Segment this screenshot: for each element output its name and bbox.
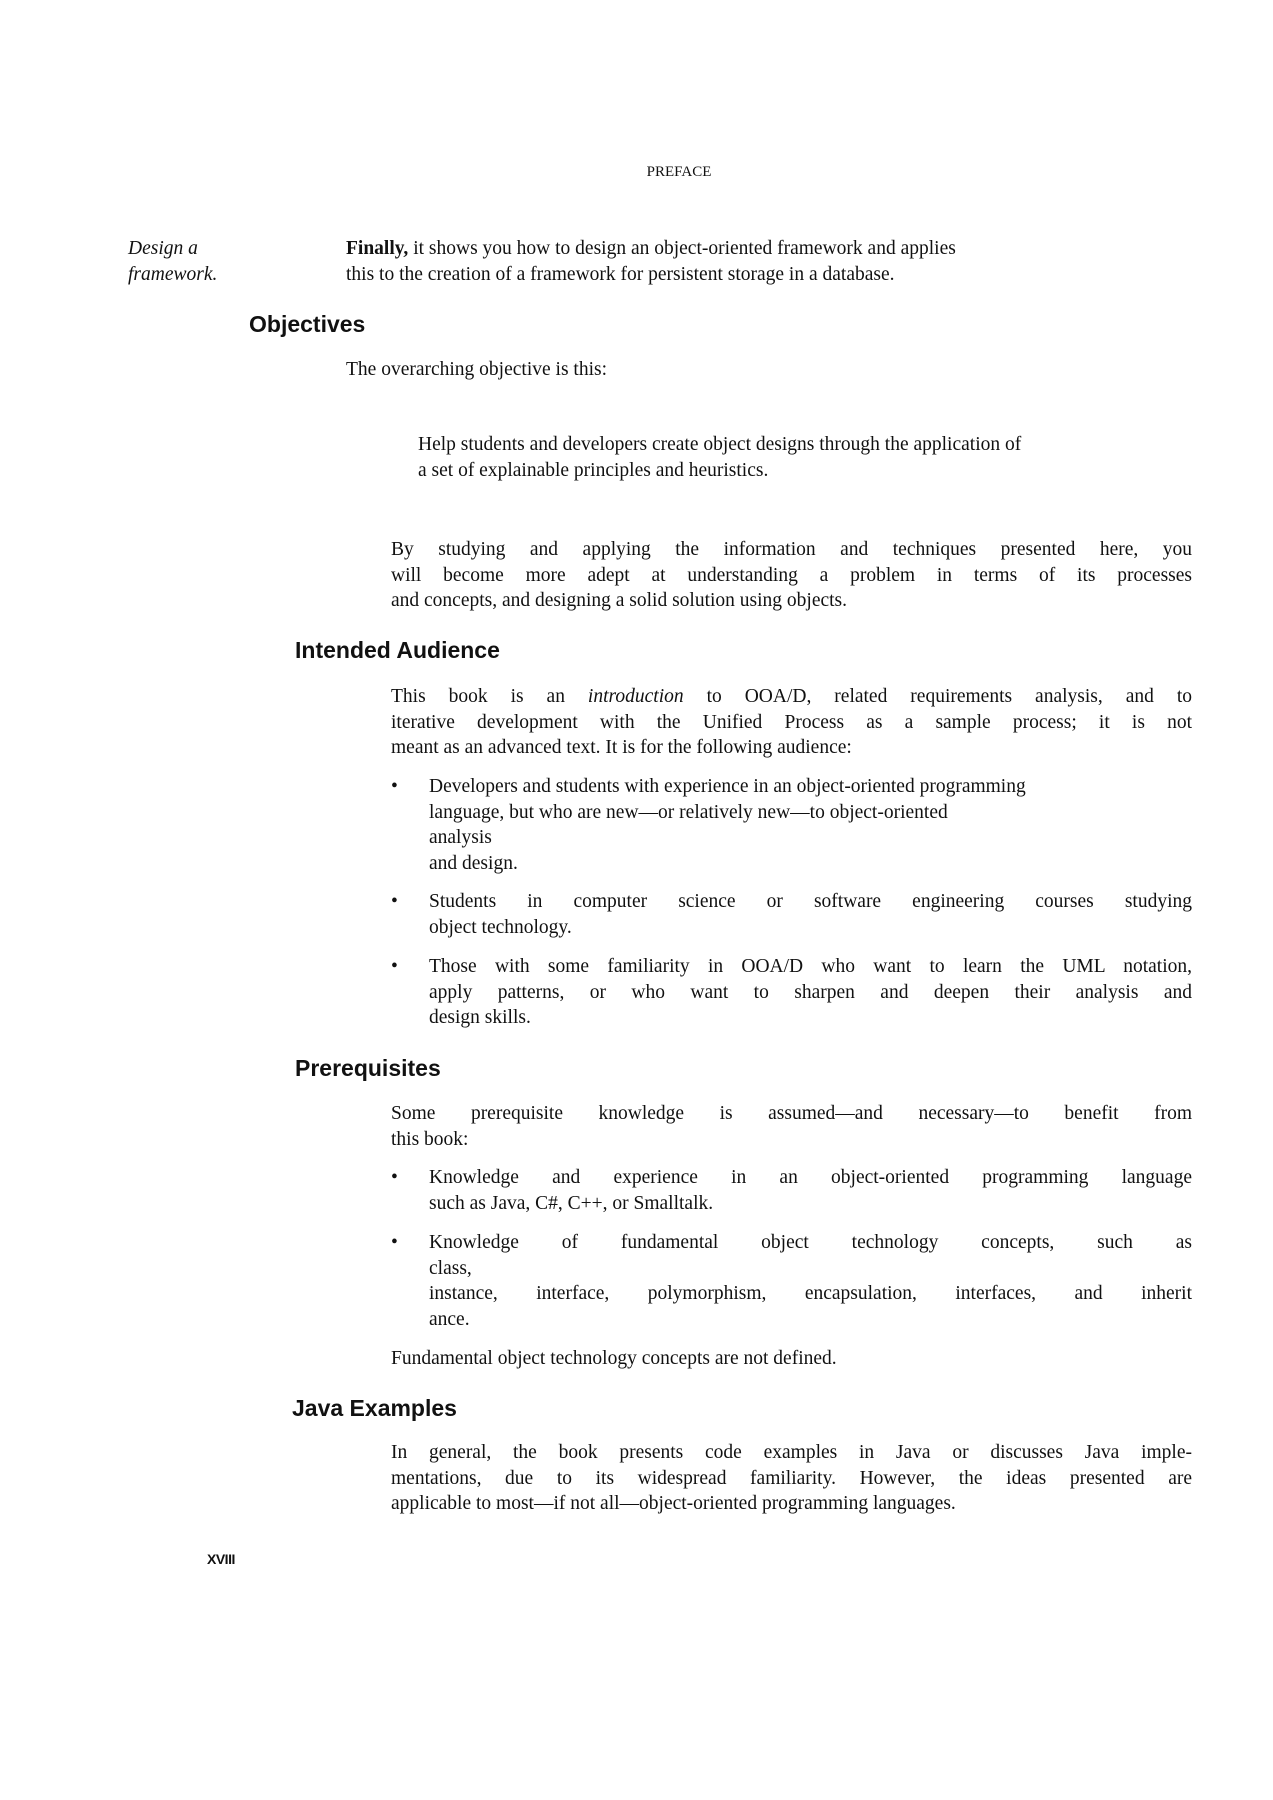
text: This book is an — [391, 686, 588, 707]
text-line: In general, the book presents code examples in Java or discusses Java imple- — [391, 1442, 1192, 1463]
text-line: Students in computer science or software engineering courses studying — [429, 891, 1192, 912]
text-line: this book: — [391, 1128, 469, 1150]
text-line: class, — [429, 1257, 472, 1279]
text-line: By studying and applying the information and techniques presented here, you — [391, 539, 1192, 560]
objectives-lead: The overarching objective is this: — [346, 359, 608, 380]
section-heading-java: Java Examples — [292, 1395, 457, 1421]
text-line: design skills. — [429, 1007, 531, 1028]
running-header: PREFACE — [646, 164, 712, 180]
text-line: a set of explainable principles and heuristics. — [418, 459, 769, 481]
text-line: instance, interface, polymorphism, encapsulation, interfaces, and inherit — [429, 1283, 1192, 1304]
text-line: ance. — [429, 1308, 470, 1330]
text-line: such as Java, C#, C++, or Smalltalk. — [429, 1192, 714, 1214]
text-line: and concepts, and designing a solid solution using objects. — [391, 590, 848, 611]
text-line: iterative development with the Unified Process as a sample process; it is not — [391, 711, 1192, 733]
text-line: apply patterns, or who want to sharpen and deepen their analysis and — [429, 981, 1192, 1003]
prereq-closing: Fundamental object technology concepts are not defined. — [391, 1348, 837, 1369]
text-line: analysis — [429, 827, 492, 848]
text-line: Knowledge and experience in an object-oriented programming language — [429, 1167, 1192, 1188]
text-line: Help students and developers create object designs through the application of — [418, 434, 1022, 455]
text-line: this to the creation of a framework for persistent storage in a database. — [346, 263, 895, 285]
list-item — [429, 1165, 1192, 1216]
java-paragraph — [391, 1440, 1192, 1517]
intro-bold: Finally, — [346, 238, 409, 259]
text-line: and design. — [429, 852, 518, 874]
bullet-icon: • — [391, 1167, 398, 1188]
bullet-icon: • — [391, 891, 398, 912]
text-line: Developers and students with experience in an object-oriented programming — [429, 776, 1026, 797]
text-line: applicable to most—if not all—object-oriented programming languages. — [391, 1493, 956, 1514]
text-line: object technology. — [429, 916, 572, 938]
audience-paragraph — [391, 684, 1192, 761]
bullet-icon: • — [391, 956, 398, 977]
emphasis: introduction — [587, 686, 684, 707]
bullet-icon: • — [391, 776, 398, 797]
section-heading-audience: Intended Audience — [295, 637, 500, 663]
list-item — [429, 954, 1192, 1031]
text-line: Knowledge of fundamental object technology concepts, such as — [429, 1232, 1192, 1253]
margin-note — [128, 236, 217, 287]
text-line: Those with some familiarity in OOA/D who want to learn the UML notation, — [429, 956, 1192, 977]
text-line: meant as an advanced text. It is for the following audience: — [391, 737, 852, 758]
section-heading-prerequisites: Prerequisites — [295, 1055, 441, 1081]
section-heading-objectives: Objectives — [249, 311, 366, 337]
prereq-paragraph — [391, 1101, 1192, 1152]
objectives-paragraph — [391, 537, 1192, 614]
text-line: it shows you how to design an object-oriented framework and applies — [408, 238, 956, 259]
page-number: XVIII — [207, 1551, 235, 1567]
text-line: mentations, due to its widespread familiarity. However, the ideas presented are — [391, 1467, 1192, 1489]
intro-paragraph — [346, 236, 956, 287]
list-item — [429, 889, 1192, 940]
margin-note-line: framework. — [128, 263, 218, 285]
text-line: will become more adept at understanding a problem in terms of its processes — [391, 564, 1192, 586]
bullet-icon: • — [391, 1232, 398, 1253]
text: to OOA/D, related requirements analysis, and to — [683, 686, 1192, 707]
objective-quote — [418, 432, 1021, 483]
list-item — [429, 1230, 1192, 1332]
text-line: Some prerequisite knowledge is assumed—and necessary—to benefit from — [391, 1103, 1192, 1124]
list-item — [429, 774, 1192, 876]
text-line: language, but who are new—or relatively new—to object-oriented — [429, 801, 948, 823]
margin-note-line: Design a — [128, 238, 198, 259]
